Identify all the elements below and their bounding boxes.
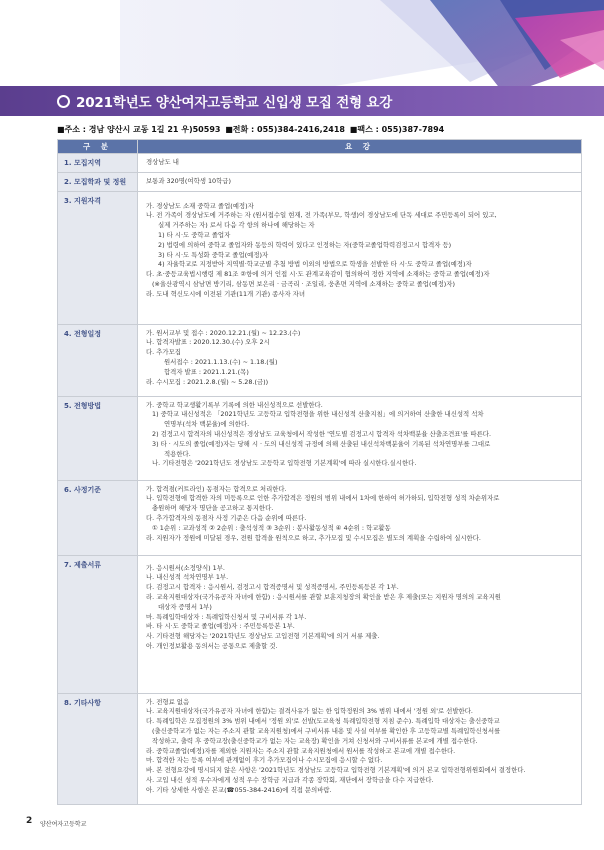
contact-info — [57, 124, 446, 135]
page-number: 2 — [26, 816, 33, 826]
content-line: 다. 특례입학은 모집정원의 3% 범위 내에서 '정원 외'로 선발(도교육청 특례입학전형 지침 준수). 특례입학 대상자는 출신중학교 — [146, 717, 500, 726]
content-line: 나. 입학전형에 합격한 자의 미등록으로 인한 추가합격은 정원의 범위 내에서 1차에 한하여 허가하되, 입학전형 성적 차순위자로 — [146, 494, 500, 503]
content-line: 가. 응시원서(소정양식) 1부. — [146, 563, 225, 572]
content-line: 라. 지원자가 정원에 미달된 경우, 전원 합격을 원칙으로 하고, 추가모집 및 수시모집은 별도의 계획을 수립하여 실시한다. — [146, 533, 481, 542]
content-cell — [138, 154, 582, 173]
content-line: 가. 경상남도 소재 중학교 졸업(예정)자 — [146, 201, 254, 210]
content-line: 가. 중학교 학교생활기록부 기록에 의한 내신성적으로 선발한다. — [146, 400, 323, 409]
table-row — [58, 555, 582, 693]
table-row — [58, 480, 582, 555]
category-cell: 4. 전형일정 — [58, 324, 138, 396]
content-line: 라. 교육지원대상자(국가유공자 자녀에 한함) : 응시원서를 관할 보훈지청장의 확인을 받은 후 제출(또는 지원자 명의의 교육지원 — [146, 592, 501, 601]
content-line: 보통과 320명(여학생 10학급) — [146, 176, 231, 185]
content-line: 연명부(석차 백분율)에 의한다. — [164, 420, 250, 429]
page-title: 2021학년도 양산여자고등학교 신입생 모집 전형 요강 — [76, 95, 393, 111]
content-line: 라. 중학교졸업(예정)자를 제외한 지원자는 주소지 관할 교육지원청에서 원서를 작성하고 본교에 개별 접수한다. — [146, 746, 456, 755]
content-line: 마. 합격한 자는 등록 여부에 관계없이 후기 추가모집이나 수시모집에 응시할 수 없다. — [146, 756, 383, 765]
content-line: (출신중학교가 없는 자는 주소지 관할 교육지원청)에서 구비서류 내용 및 사실 여부를 확인한 후 고등학교별 특례입학신청서를 — [152, 726, 501, 735]
admission-table — [57, 139, 582, 805]
content-line: 대상자 증명서 1부) — [158, 602, 212, 611]
content-line: 다. 검정고시 합격자 : 응시원서, 검정고시 합격증명서 및 성적증명서, 주민등록등본 각 1부. — [146, 583, 399, 592]
content-line: 합격자 발표 : 2021.1.21.(목) — [164, 367, 249, 376]
content-line: 가. 합격점(커트라인) 동점자는 합격으로 처리한다. — [146, 484, 287, 493]
content-line: 충원하며 해당자 명단을 공고하고 통지한다. — [152, 504, 274, 513]
footer-school-name: 양산여자고등학교 — [40, 821, 87, 828]
content-line: 경상남도 내 — [146, 158, 179, 166]
content-line: 마. 특례입학대상자 : 특례입학신청서 및 구비서류 각 1부. — [146, 612, 307, 621]
content-line: 라. 수시모집 : 2021.2.8.(월) ~ 5.28.(금)) — [146, 377, 269, 386]
content-line: 가. 원서교부 및 접수 : 2020.12.21.(월) ~ 12.23.(수) — [146, 328, 301, 337]
content-line: (※울산광역시 삼남면 방기리, 삼동면 보은리 · 금곡리 · 조일리, 웅촌면 지역에 소재하는 중학교 졸업(예정)자) — [152, 279, 455, 288]
content-cell — [138, 191, 582, 324]
content-cell — [138, 172, 582, 191]
content-line: 2) 검정고시 합격자의 내신성적은 경상남도 교육청에서 작성한 '연도별 검정고시 합격자 석차백분율 산출조견표'를 따른다. — [152, 429, 491, 438]
content-line: 3) 타 시·도 특성화 중학교 졸업(예정)자 — [158, 250, 269, 259]
table-row — [58, 172, 582, 191]
category-cell: 7. 제출서류 — [58, 555, 138, 693]
content-cell — [138, 396, 582, 480]
content-line: 2) 법령에 의하여 중학교 졸업자와 동등의 학력이 있다고 인정하는 자(중학교졸업학력검정고시 합격자 등) — [158, 240, 452, 249]
content-line: 라. 도내 혁신도시에 이전된 기관(11개 기관) 종사자 자녀 — [146, 289, 306, 298]
content-line: 실제 거주하는 자) 로서 다음 각 항의 하나에 해당하는 자 — [158, 221, 315, 230]
address-text: ■주소 : 경남 양산시 교동 1길 21 우)50593 — [57, 125, 221, 134]
fax-text: ■팩스 : 055)387-7894 — [349, 125, 445, 134]
table-row — [58, 396, 582, 480]
phone-text: ■전화 : 055)384-2416,2418 — [225, 125, 345, 134]
category-cell: 3. 지원자격 — [58, 191, 138, 324]
column-header-details: 요 강 — [138, 140, 582, 154]
content-cell — [138, 324, 582, 396]
content-line: 바. 타 시·도 중학교 졸업(예정)자 : 주민등록등본 1부. — [146, 622, 295, 631]
content-line: 1) 중학교 내신성적은 「2021학년도 고등학교 입학전형을 위한 내신성적 산출지침」에 의거하여 산출한 내신성적 석차 — [152, 410, 484, 419]
content-line: 3) 타 · 시도의 졸업(예정)자는 당해 시 · 도의 내신성적 규정에 의해 산출된 내신석차백분율이 기록된 석차연명부를 그대로 — [152, 439, 491, 448]
content-line: 1) 타 시·도 중학교 졸업자 — [158, 230, 231, 239]
category-cell: 8. 기타사항 — [58, 693, 138, 804]
content-line: 나. 기타전형은 '2021학년도 경상남도 고등학교 입학전형 기본계획'에 따라 실시한다.실시한다. — [152, 459, 417, 468]
content-line: 다. 추가모집 — [146, 348, 181, 357]
content-line: 작성하고, 출력 후 중학교장(출신중학교가 없는 자는 교육장) 확인을 거쳐 신청서와 구비서류를 본교에 개별 접수한다. — [152, 736, 478, 745]
table-row — [58, 191, 582, 324]
content-line: 원서접수 : 2021.1.13.(수) ~ 1.18.(월) — [164, 357, 278, 366]
content-line: 나. 합격자발표 : 2020.12.30.(수) 오후 2시 — [146, 338, 270, 347]
category-cell: 2. 모집학과 및 정원 — [58, 172, 138, 191]
content-cell — [138, 480, 582, 555]
table-row — [58, 154, 582, 173]
table-row — [58, 324, 582, 396]
circle-bullet-icon — [57, 95, 70, 108]
column-header-category: 구 분 — [58, 140, 138, 154]
content-line: 적용한다. — [164, 449, 191, 458]
title-bar — [0, 86, 604, 116]
category-cell: 1. 모집지역 — [58, 154, 138, 173]
content-line: 바. 본 전형요강에 명시되지 않은 사항은 '2021학년도 경상남도 고등학교 입학전형 기본계획'에 의거 본교 입학전형위원회에서 결정한다. — [146, 766, 526, 775]
content-cell — [138, 555, 582, 693]
category-cell: 5. 전형방법 — [58, 396, 138, 480]
content-line: 나. 내신성적 석차연명부 1부. — [146, 573, 229, 582]
content-cell — [138, 693, 582, 804]
content-line: 나. 전 가족이 경상남도에 거주하는 자 (원서접수일 현재, 전 가족(부모, 학생)이 경상남도에 단독 세대로 주민등록이 되어 있고, — [146, 211, 497, 220]
content-line: ① 1순위 : 교과성적 ② 2순위 : 출석성적 ③ 3순위 : 봉사활동성적 ④ 4순위 : 학교활동 — [152, 523, 391, 532]
content-line: 아. 기타 상세한 사항은 본교(☎055-384-2416)에 직접 문의바람. — [146, 785, 332, 794]
table-row — [58, 693, 582, 804]
content-line: 다. 추가합격자의 동점자 사정 기준은 다음 순위에 따른다. — [146, 513, 307, 522]
content-line: 가. 전형료 없음 — [146, 697, 190, 706]
content-line: 다. 초·중등교육법시행령 제 81조 ②항에 의거 인접 시·도 관계교육감이 협의하여 정한 지역에 소재하는 중학교 졸업(예정)자 — [146, 270, 490, 279]
content-line: 사. 기타전형 해당자는 '2021학년도 경상남도 고입전형 기본계획'에 의거 서류 제출. — [146, 632, 380, 641]
table-header-row — [58, 140, 582, 154]
content-line: 나. 교육지원대상자(국가유공자 자녀에 한함)는 결격사유가 없는 한 입학정원의 3% 범위 내에서 '정원 외'로 선발한다. — [146, 707, 473, 716]
category-cell: 6. 사정기준 — [58, 480, 138, 555]
content-line: 4) 자율학교로 지정받아 지역별·학교군별 추첨 방법 이외의 방법으로 학생을 선발한 타 시·도 중학교 졸업(예정)자 — [158, 260, 472, 269]
content-line: 아. 개인정보활용 동의서는 공통으로 제출할 것. — [146, 641, 278, 650]
content-line: 사. 고입 내신 성적 우수자에게 성적 우수 장학금 지급과 각종 장학회, 재단에서 장학금을 다수 지급한다. — [146, 775, 434, 784]
